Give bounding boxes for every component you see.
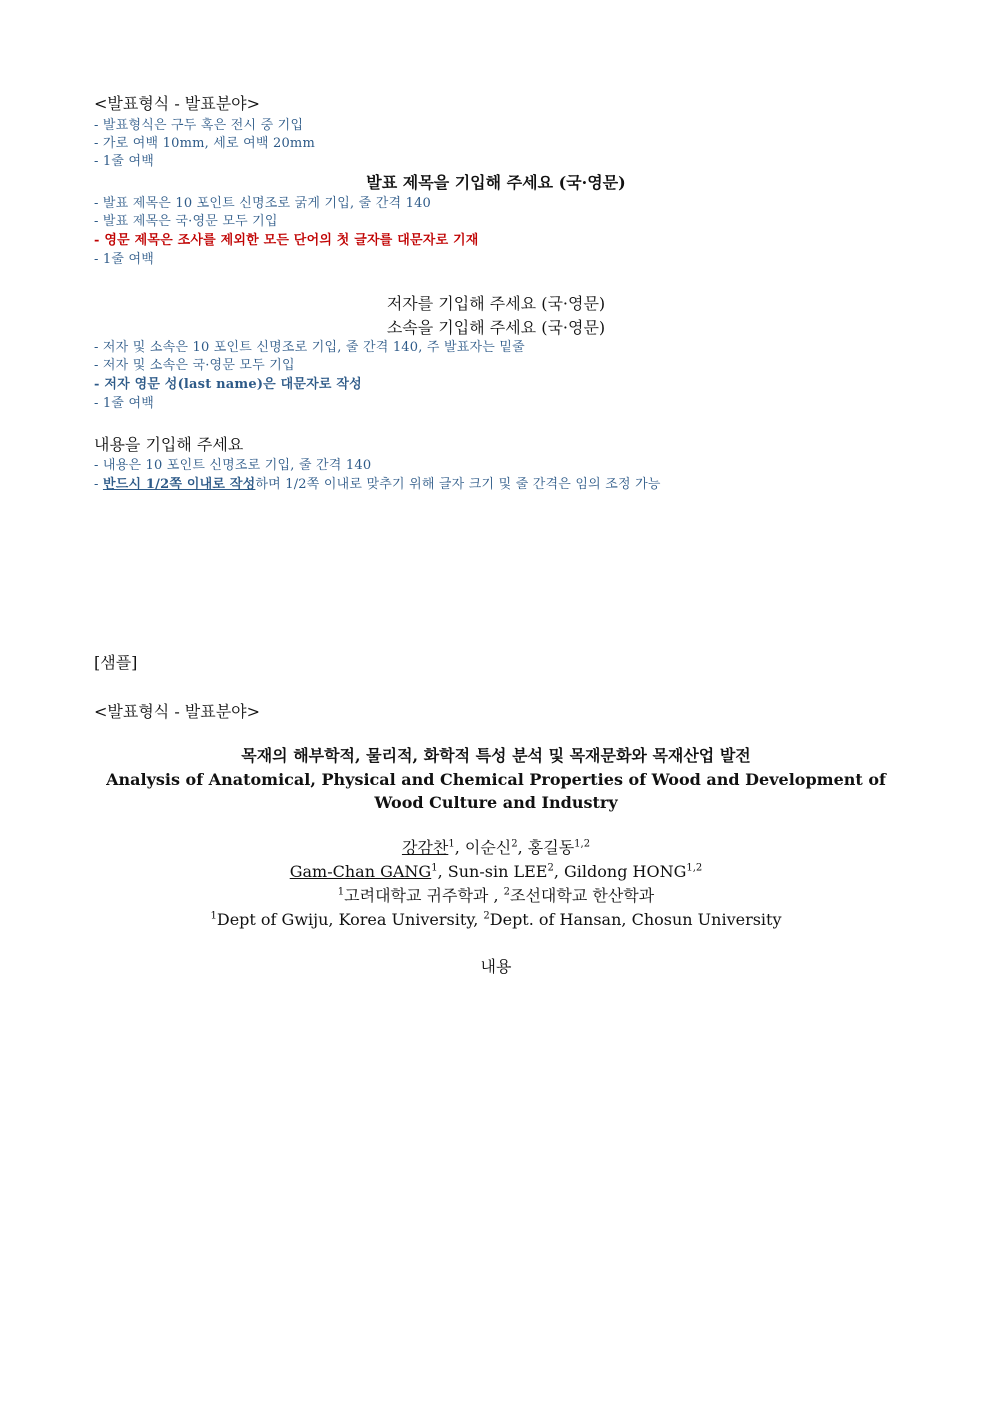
title-note-3: - 영문 제목은 조사를 제외한 모든 단어의 첫 글자를 대문자로 기재 xyxy=(94,233,479,248)
author-ko-2-sup: 2 xyxy=(511,838,518,850)
author-en-1-sup: 1 xyxy=(431,862,438,874)
affiliation-en-1-sup: 1 xyxy=(210,910,217,922)
author-en-sep-1: , xyxy=(437,862,448,881)
format-note-2: - 가로 여백 10mm, 세로 여백 20mm xyxy=(94,136,315,151)
author-en-2: Sun-sin LEE xyxy=(447,862,548,881)
author-ko-sep-1: , xyxy=(454,838,465,857)
affiliation-en-1: Dept of Gwiju, Korea University, xyxy=(216,910,484,929)
title-placeholder: 발표 제목을 기입해 주세요 (국·영문) xyxy=(366,173,626,192)
sample-title-ko: 목재의 해부학적, 물리적, 화학적 특성 분석 및 목재문화와 목재산업 발전 xyxy=(241,746,751,765)
author-en-3: Gildong HONG xyxy=(564,862,687,881)
sample-title-en-line1: Analysis of Anatomical, Physical and Chemical Properties of Wood and Development of xyxy=(106,770,886,789)
affiliation-en-2-sup: 2 xyxy=(483,910,490,922)
author-note-4: - 1줄 여백 xyxy=(94,396,155,411)
author-note-2: - 저자 및 소속은 국·영문 모두 기입 xyxy=(94,358,295,373)
content-note-1: - 내용은 10 포인트 신명조로 기입, 줄 간격 140 xyxy=(94,458,372,473)
author-note-1: - 저자 및 소속은 10 포인트 신명조로 기입, 줄 간격 140, 주 발표자는 밑줄 xyxy=(94,340,525,355)
sample-label: [샘플] xyxy=(94,653,138,672)
author-en-1: Gam-Chan GANG xyxy=(289,862,432,881)
author-en-sep-2: , xyxy=(553,862,564,881)
author-placeholder: 저자를 기입해 주세요 (국·영문) xyxy=(386,294,606,313)
title-note-1: - 발표 제목은 10 포인트 신명조로 굵게 기입, 줄 간격 140 xyxy=(94,196,432,211)
author-ko-sep-2: , xyxy=(517,838,528,857)
author-ko-3: 홍길동 xyxy=(527,838,575,857)
author-ko-2: 이순신 xyxy=(464,838,512,857)
affiliation-ko-1: 고려대학교 귀주학과 , xyxy=(344,886,504,905)
format-heading: <발표형식 - 발표분야> xyxy=(94,94,261,113)
content-note-2-dash: - xyxy=(94,477,103,492)
format-note-3: - 1줄 여백 xyxy=(94,154,155,169)
author-ko-1: 강감찬 xyxy=(401,838,449,857)
author-en-3-sup: 1,2 xyxy=(686,862,703,874)
affiliation-placeholder: 소속을 기입해 주세요 (국·영문) xyxy=(386,318,606,337)
content-placeholder: 내용을 기입해 주세요 xyxy=(94,435,244,454)
content-note-2-emphasis: 반드시 1/2쪽 이내로 작성 xyxy=(102,477,256,492)
content-note-2-rest: 하며 1/2쪽 이내로 맞추기 위해 글자 크기 및 줄 간격은 임의 조정 가능 xyxy=(255,477,661,492)
title-note-4: - 1줄 여백 xyxy=(94,252,155,267)
content-note-2 xyxy=(94,477,661,493)
sample-affiliations-ko xyxy=(0,886,992,905)
affiliation-en-2: Dept. of Hansan, Chosun University xyxy=(489,910,782,929)
title-note-2: - 발표 제목은 국·영문 모두 기입 xyxy=(94,214,278,229)
author-ko-3-sup: 1,2 xyxy=(574,838,591,850)
author-ko-1-sup: 1 xyxy=(448,838,455,850)
affiliation-ko-2: 조선대학교 한산학과 xyxy=(510,886,655,905)
affiliation-ko-2-sup: 2 xyxy=(503,886,510,898)
sample-title-en-line2: Wood Culture and Industry xyxy=(374,793,618,812)
affiliation-ko-1-sup: 1 xyxy=(337,886,345,898)
author-note-3: - 저자 영문 성(last name)은 대문자로 작성 xyxy=(94,377,362,392)
author-en-2-sup: 2 xyxy=(547,862,554,874)
format-note-1: - 발표형식은 구두 혹은 전시 중 기입 xyxy=(94,118,304,133)
sample-format-heading: <발표형식 - 발표분야> xyxy=(94,702,261,721)
sample-authors-ko xyxy=(0,838,992,857)
sample-authors-en xyxy=(0,862,992,881)
sample-affiliations-en xyxy=(0,910,992,929)
sample-body: 내용 xyxy=(480,957,512,976)
